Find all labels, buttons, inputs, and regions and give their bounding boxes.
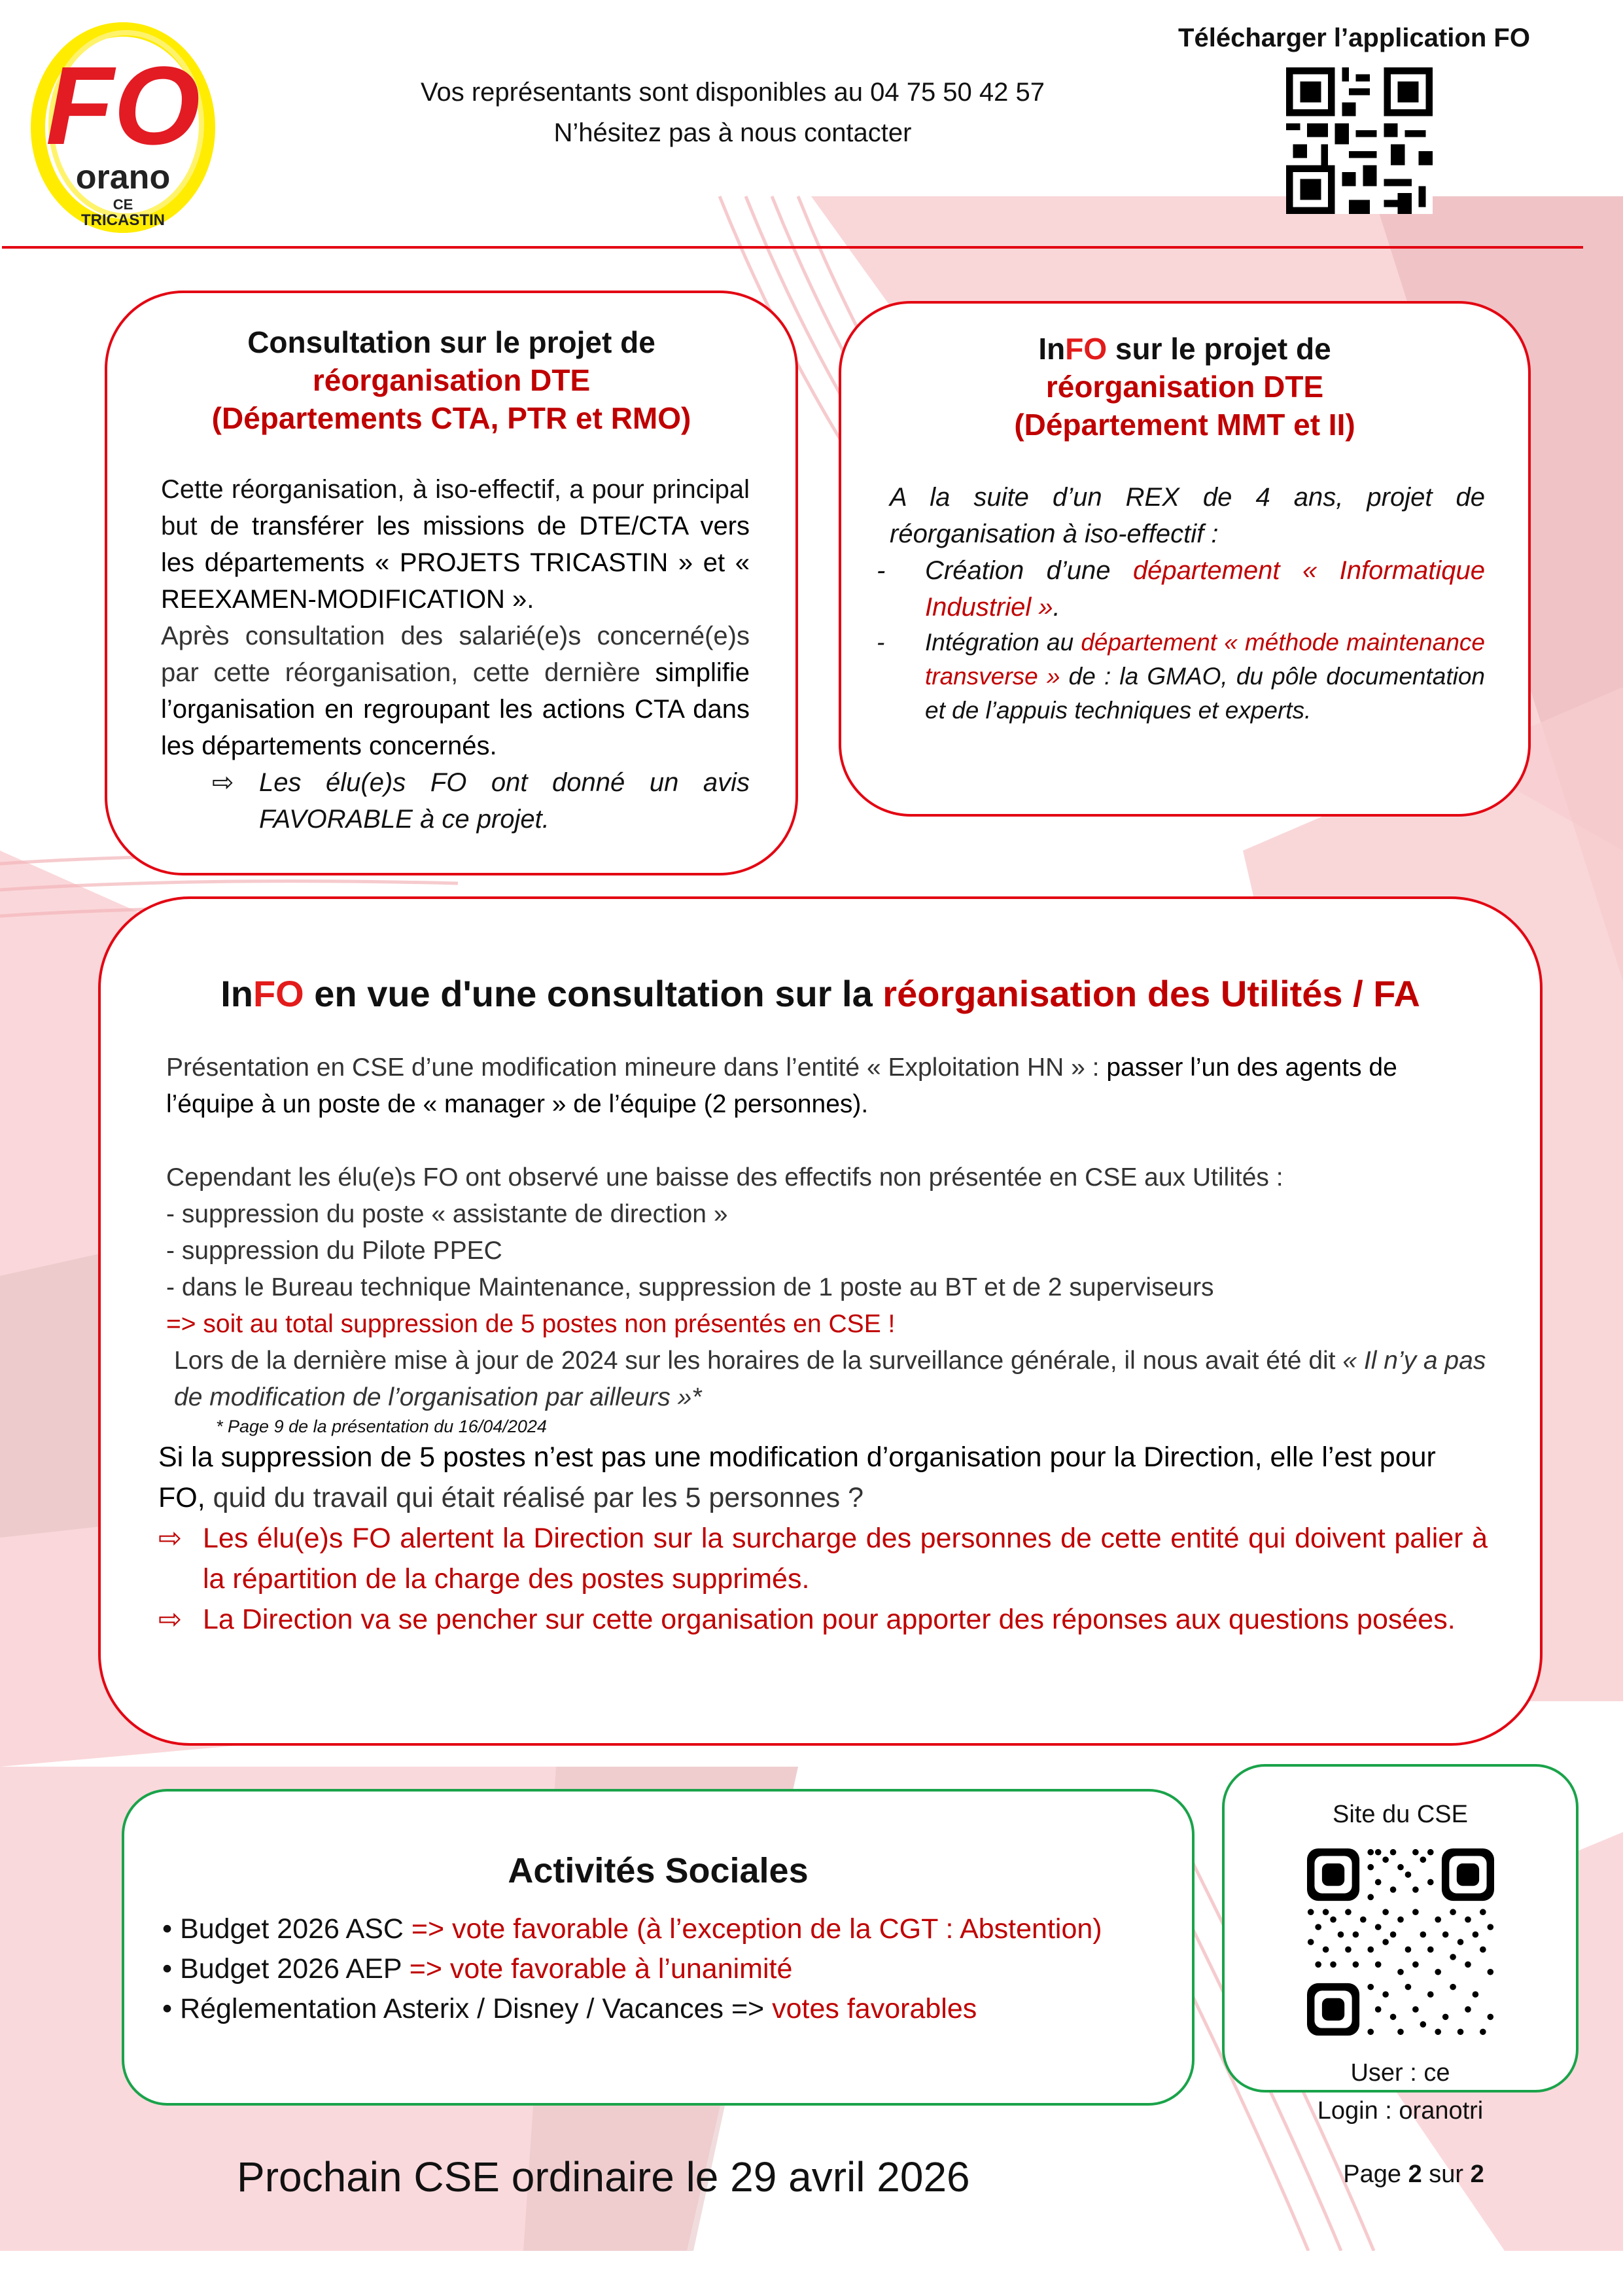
user-credential: User : ce <box>1350 2059 1450 2087</box>
contact-info <box>327 72 1138 153</box>
header-divider <box>2 246 1583 249</box>
text: en vue d'une consultation sur la <box>304 973 883 1014</box>
text: sur <box>1422 2161 1471 2188</box>
text-emphasis: passer l’un des agents de l’équipe à un poste de « manager » de l’équipe (2 personnes). <box>166 1053 1397 1118</box>
consultation-dte-cta-box <box>105 291 798 875</box>
box-title: Activités Sociales <box>508 1851 809 1890</box>
svg-text:orano: orano <box>75 158 171 196</box>
login-credential: Login : oranotri <box>1317 2097 1484 2125</box>
box-title <box>107 323 795 437</box>
title-line-3: (Département MMT et II) <box>1014 408 1355 442</box>
item-label: Budget 2026 AEP <box>180 1953 410 1985</box>
qr-code-icon[interactable] <box>1286 63 1433 219</box>
footnote: * Page 9 de la présentation du 16/04/2024 <box>216 1417 547 1436</box>
text: In <box>220 973 253 1014</box>
text: Création d’une <box>925 556 1133 585</box>
suppression-item: - suppression du poste « assistante de direction » <box>166 1200 728 1228</box>
title-line-2: réorganisation DTE <box>1045 370 1324 404</box>
text: quid du travail qui était réalisé par les 5 personnes ? <box>205 1482 864 1513</box>
page-number <box>1273 2161 1554 2189</box>
title-line-1: Consultation sur le projet de <box>247 325 655 359</box>
box-title <box>101 971 1540 1017</box>
quote-paragraph <box>166 1343 1488 1416</box>
title-line-2: réorganisation DTE <box>312 363 591 397</box>
text: Lors de la dernière mise à jour de 2024 sur les horaires de la surveillance générale, il nous avait été dit <box>174 1347 1343 1375</box>
alert-item <box>158 1518 1488 1599</box>
arrow-right-icon: ⇨ <box>212 768 234 797</box>
paragraph-observation: Cependant les élu(e)s FO ont observé une baisse des effectifs non présentée en CSE aux Utilités : <box>166 1163 1283 1192</box>
box-body <box>158 1050 1488 1640</box>
credentials <box>1225 2054 1576 2130</box>
text: Cette réorganisation, à iso-effectif, a pour principal but <box>161 475 750 540</box>
list-item <box>877 626 1485 728</box>
contact-invite-line: N’hésitez pas à nous contacter <box>553 118 912 147</box>
svg-text:TRICASTIN: TRICASTIN <box>81 211 165 229</box>
question-paragraph <box>158 1437 1488 1518</box>
list-item <box>877 552 1485 626</box>
activites-list <box>124 1909 1192 2029</box>
text-emphasis: Si la suppression de 5 postes n’est pas une modification d’organisation pour la Direction, elle l’est pour FO, <box>158 1441 1436 1513</box>
paragraph-purpose <box>161 471 750 618</box>
info-dte-mmt-box <box>839 301 1531 817</box>
text-fo: FO <box>253 973 304 1014</box>
text: Présentation en CSE d’une modification mineure dans l’entité « Exploitation HN » : <box>166 1053 1107 1082</box>
text-red: département « Informatique Industriel » <box>925 556 1485 622</box>
svg-text:CE: CE <box>113 196 133 213</box>
contact-phone-line: Vos représentants sont disponibles au 04 75 50 42 57 <box>420 78 1045 107</box>
paragraph-consultation <box>161 618 750 764</box>
alert-item <box>158 1599 1488 1640</box>
item-vote: => vote favorable à l’unanimité <box>409 1953 793 1985</box>
paragraph-presentation <box>166 1050 1488 1123</box>
text-red: réorganisation des Utilités / FA <box>882 973 1420 1014</box>
alert-text: La Direction va se pencher sur cette organisation pour apporter des réponses aux questions posées. <box>203 1604 1456 1635</box>
box-body <box>161 471 750 838</box>
list-item <box>162 1989 1192 2029</box>
text: Page <box>1343 2161 1408 2188</box>
title-line-1 <box>841 330 1528 368</box>
text-emphasis: de transférer les missions de DTE/CTA vers les départements « PROJETS TRICASTIN » et « REEXAMEN-MODIFICATION ». <box>161 512 750 614</box>
box-title <box>841 330 1528 444</box>
site-cse-box <box>1222 1764 1579 2125</box>
qr-code-icon[interactable] <box>1307 1848 1494 2036</box>
arrow-right-icon: ⇨ <box>158 1604 183 1635</box>
text-fo: FO <box>1065 332 1108 366</box>
site-cse-label: Site du CSE <box>1333 1801 1468 1828</box>
fo-logo-icon <box>25 20 221 236</box>
list-item <box>162 1949 1192 1989</box>
next-cse-date: Prochain CSE ordinaire le 29 avril 2026 <box>237 2153 970 2200</box>
suppression-item: - suppression du Pilote PPEC <box>166 1237 502 1265</box>
alert-text: Les élu(e)s FO alertent la Direction sur la surcharge des personnes de cette entité qui doivent palier à la répartition de la charge des postes supprimés. <box>203 1523 1488 1595</box>
text-emphasis: simplifie l’organisation en regroupant les actions CTA dans les départements concernés. <box>161 658 750 760</box>
text: sur le projet de <box>1107 332 1331 366</box>
page-total: 2 <box>1470 2161 1484 2188</box>
item-label: Réglementation Asterix / Disney / Vacances => <box>180 1993 773 2024</box>
dash-bullet: - <box>877 629 885 656</box>
app-download-label: Télécharger l’application FO <box>1178 24 1530 52</box>
suppression-item: - dans le Bureau technique Maintenance, suppression de 1 poste au BT et de 2 superviseurs <box>166 1273 1214 1301</box>
info-utilites-box <box>98 896 1543 1746</box>
intro-text: A la suite d’un REX de 4 ans, projet de réorganisation à iso-effectif : <box>890 483 1485 548</box>
dash-bullet: - <box>877 556 886 585</box>
page-current: 2 <box>1408 2161 1422 2188</box>
item-vote: votes favorables <box>772 1993 977 2024</box>
text: In <box>1038 332 1066 366</box>
item-vote: => vote favorable (à l’exception de la CGT : Abstention) <box>411 1913 1102 1945</box>
fo-orano-logo <box>25 20 221 236</box>
conclusion-text: Les élu(e)s FO ont donné un avis FAVORABLE à ce projet. <box>259 768 750 834</box>
text-red: département « méthode maintenance transverse » <box>925 629 1485 690</box>
total-suppression: => soit au total suppression de 5 postes non présentés en CSE ! <box>166 1310 896 1338</box>
list-item <box>162 1909 1192 1949</box>
conclusion-line <box>161 764 750 838</box>
arrow-right-icon: ⇨ <box>158 1523 183 1554</box>
text: . <box>1053 593 1060 622</box>
text: de : la GMAO, du pôle documentation et de l’appuis techniques et experts. <box>925 663 1485 724</box>
quote-text: « Il n’y a pas de modification de l’organisation par ailleurs »* <box>174 1347 1486 1411</box>
title-line-3: (Départements CTA, PTR et RMO) <box>211 401 691 435</box>
text: Intégration au <box>925 629 1081 656</box>
item-label: Budget 2026 ASC <box>180 1913 411 1945</box>
text: Après consultation des salarié(e)s concerné(e)s par cette réorganisation, cette dernière <box>161 622 750 687</box>
activites-sociales-box <box>122 1789 1195 2106</box>
box-body <box>877 479 1485 728</box>
svg-text:FO: FO <box>45 44 201 168</box>
